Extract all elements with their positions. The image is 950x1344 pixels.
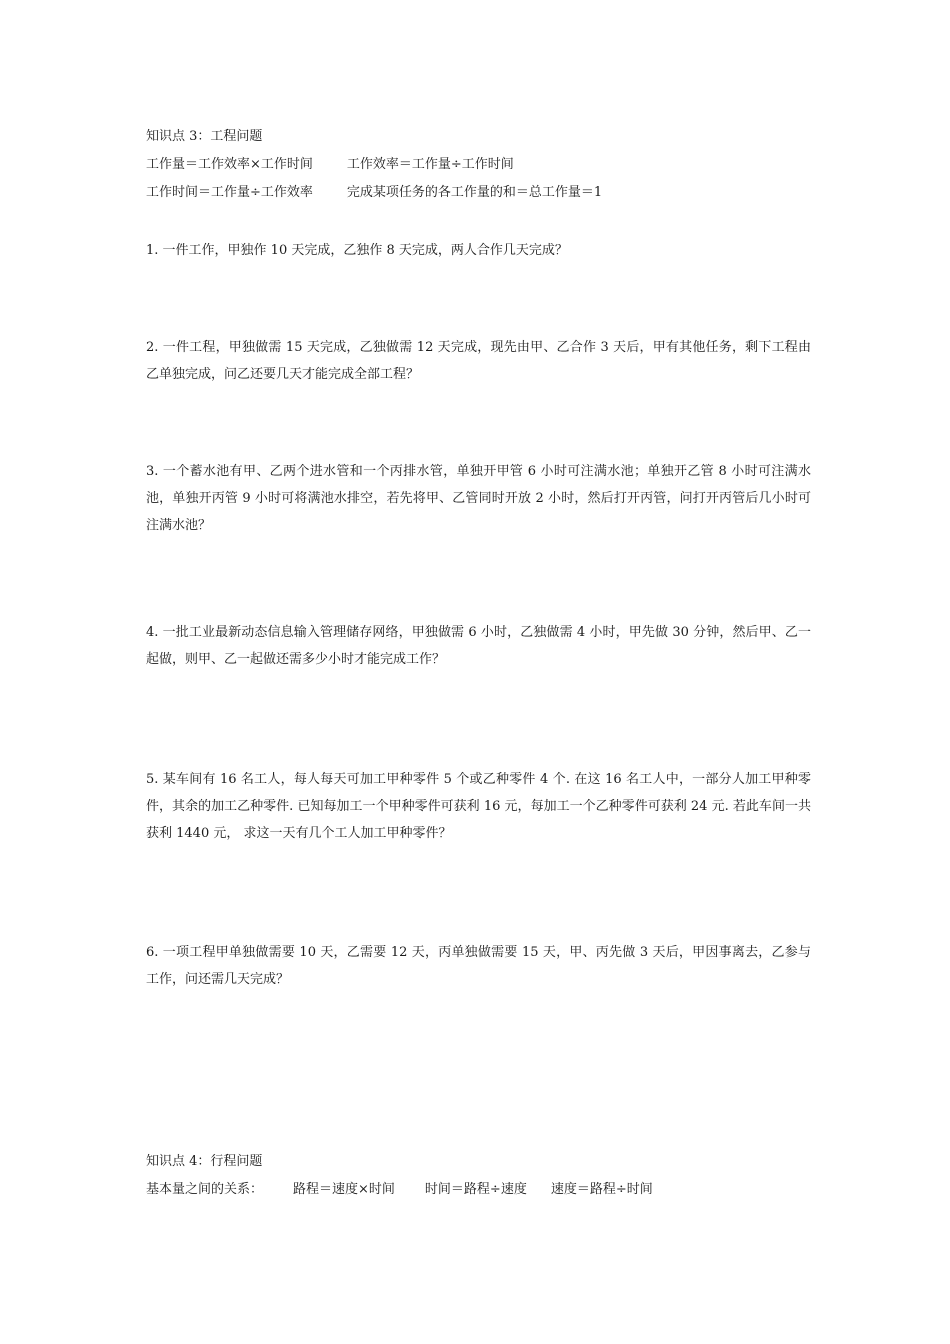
formula-work-efficiency: 工作效率＝工作量÷工作时间 <box>346 157 514 172</box>
formula-speed: 速度＝路程÷时间 <box>550 1182 653 1197</box>
formula-work-time: 工作时间＝工作量÷工作效率 <box>146 185 313 200</box>
formula-distance: 路程＝速度×时间 <box>293 1182 395 1197</box>
problem-2: 2. 一件工程，甲独做需 15 天完成，乙独做需 12 天完成，现先由甲、乙合作 3 天后，甲有其他任务，剩下工程由乙单独完成，问乙还要几天才能完成全部工程？ <box>146 340 811 382</box>
section3-formula-row-2 <box>146 184 602 202</box>
relation-label: 基本量之间的关系： <box>146 1182 264 1197</box>
problem-1: 1. 一件工作，甲独作 10 天完成，乙独作 8 天完成，两人合作几天完成？ <box>146 243 568 258</box>
section4-title: 知识点 4：行程问题 <box>146 1154 263 1169</box>
section4-relations <box>146 1181 653 1199</box>
formula-work-amount: 工作量＝工作效率×工作时间 <box>146 157 313 172</box>
problem-3: 3. 一个蓄水池有甲、乙两个进水管和一个丙排水管，单独开甲管 6 小时可注满水池；单独开乙管 8 小时可注满水池，单独开丙管 9 小时可将满池水排空，若先将甲、乙管同时开放 2 小时，然后打开丙管，问打开丙管后几小时可注满水池？ <box>146 464 811 533</box>
formula-total-work: 完成某项任务的各工作量的和＝总工作量＝1 <box>346 185 603 200</box>
problem-6: 6. 一项工程甲单独做需要 10 天，乙需要 12 天，丙单独做需要 15 天，甲、丙先做 3 天后，甲因事离去，乙参与工作，问还需几天完成？ <box>146 945 811 987</box>
section3-formula-row-1 <box>146 156 514 174</box>
problem-5: 5. 某车间有 16 名工人，每人每天可加工甲种零件 5 个或乙种零件 4 个. 在这 16 名工人中，一部分人加工甲种零件，其余的加工乙种零件. 已知每加工一个甲种零件可获利 16 元，每加工一个乙种零件可获利 24 元. 若此车间一共获利 1440 元， 求这一天有几个工人加工甲种零件？ <box>146 772 811 841</box>
formula-time: 时间＝路程÷速度 <box>424 1182 527 1197</box>
problem-4: 4. 一批工业最新动态信息输入管理储存网络，甲独做需 6 小时，乙独做需 4 小时，甲先做 30 分钟，然后甲、乙一起做，则甲、乙一起做还需多少小时才能完成工作？ <box>146 625 811 667</box>
section3-title: 知识点 3：工程问题 <box>146 129 263 144</box>
